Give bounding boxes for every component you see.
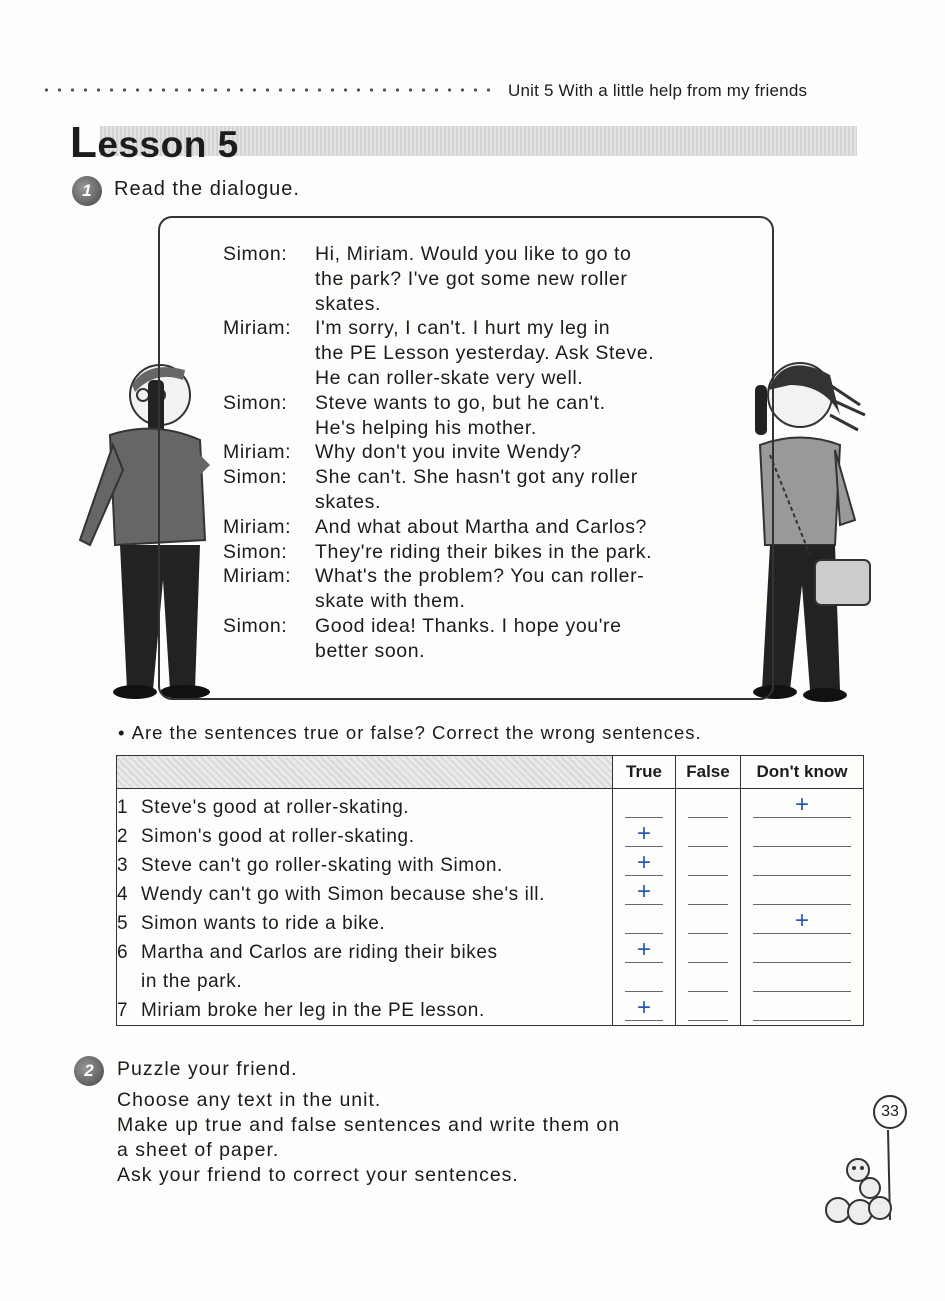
table-row xyxy=(117,938,864,996)
answer-cell-false[interactable] xyxy=(676,789,741,823)
answer-cell-true[interactable] xyxy=(613,938,676,996)
answer-slot xyxy=(613,822,675,851)
answer-cell-false[interactable] xyxy=(676,909,741,938)
header-dotted-rule xyxy=(40,86,498,94)
answer-slot xyxy=(741,996,863,1025)
true-false-table xyxy=(116,755,864,1026)
dialogue-line xyxy=(223,292,715,317)
speaker-name xyxy=(223,490,315,515)
dialogue-text: What's the problem? You can roller- xyxy=(315,565,645,588)
statement-cell xyxy=(117,996,613,1026)
exercise-instruction-text: Are the sentences true or false? Correct the wrong sentences. xyxy=(131,722,702,743)
table-header-blank xyxy=(117,756,613,789)
task-instructions xyxy=(117,1088,620,1188)
answer-line xyxy=(625,933,663,934)
column-header-false: False xyxy=(676,756,741,789)
statement-line xyxy=(117,822,612,851)
dialogue-line xyxy=(223,515,715,540)
dialogue-line xyxy=(223,242,715,267)
column-header-dont-know: Don't know xyxy=(741,756,864,789)
speaker-name xyxy=(223,589,315,614)
answer-line xyxy=(753,846,851,847)
dialogue-text: He can roller-skate very well. xyxy=(315,366,584,389)
dialogue-line xyxy=(223,465,715,490)
answer-slot xyxy=(676,822,740,851)
dialogue-text: And what about Martha and Carlos? xyxy=(315,515,647,538)
answer-line xyxy=(753,962,851,963)
statement-cell xyxy=(117,789,613,823)
dialogue-line xyxy=(223,267,715,292)
task-instruction: Read the dialogue. xyxy=(114,178,300,200)
dialogue-text: Good idea! Thanks. I hope you're xyxy=(315,614,622,637)
table-row xyxy=(117,789,864,823)
dialogue-text: They're riding their bikes in the park. xyxy=(315,540,653,563)
handwritten-plus-mark: + xyxy=(794,791,809,818)
answer-slot xyxy=(676,880,740,909)
answer-cell-true[interactable] xyxy=(613,789,676,823)
answer-slot xyxy=(741,967,863,996)
answer-cell-dont-know[interactable] xyxy=(741,789,864,823)
answer-line xyxy=(625,817,663,818)
speaker-name: Simon: xyxy=(223,614,288,637)
statement-cell xyxy=(117,909,613,938)
statement-line xyxy=(117,909,612,938)
table-row xyxy=(117,822,864,851)
answer-cell-false[interactable] xyxy=(676,851,741,880)
instruction-line: Make up true and false sentences and write them on xyxy=(117,1114,621,1136)
answer-slot xyxy=(613,793,675,822)
answer-slot xyxy=(676,996,740,1025)
speaker-name: Miriam: xyxy=(223,565,292,588)
answer-slot xyxy=(613,909,675,938)
bullet: • xyxy=(118,722,126,743)
answer-slot xyxy=(676,851,740,880)
statement-line xyxy=(117,851,612,880)
statement-number: 1 xyxy=(117,797,129,818)
answer-cell-true[interactable] xyxy=(613,851,676,880)
answer-slot xyxy=(613,967,675,996)
statement-text: Simon's good at roller-skating. xyxy=(141,826,415,847)
statement-number: 5 xyxy=(117,913,129,934)
answer-cell-false[interactable] xyxy=(676,880,741,909)
answer-cell-false[interactable] xyxy=(676,996,741,1026)
speaker-name xyxy=(223,292,315,317)
answer-slot xyxy=(613,996,675,1025)
exercise-instruction xyxy=(118,722,702,744)
speaker-name xyxy=(223,639,315,664)
statement-text: Miriam broke her leg in the PE lesson. xyxy=(141,1000,485,1021)
handwritten-plus-mark: + xyxy=(636,849,651,876)
handwritten-plus-mark: + xyxy=(636,878,651,905)
answer-slot xyxy=(741,851,863,880)
lesson-title-initial: L xyxy=(70,118,98,167)
answer-cell-dont-know[interactable] xyxy=(741,880,864,909)
dialogue-text: I'm sorry, I can't. I hurt my leg in xyxy=(315,317,611,340)
answer-line xyxy=(688,991,728,992)
answer-cell-true[interactable] xyxy=(613,909,676,938)
answer-slot xyxy=(613,880,675,909)
answer-line xyxy=(688,1020,728,1021)
speaker-name xyxy=(223,267,315,292)
unit-header: Unit 5 With a little help from my friends xyxy=(508,81,808,100)
statement-number: 4 xyxy=(117,884,129,905)
answer-line xyxy=(753,875,851,876)
answer-line xyxy=(688,846,728,847)
dialogue-text: skate with them. xyxy=(315,590,466,613)
dialogue-text: the park? I've got some new roller xyxy=(315,267,628,290)
dialogue-text: Hi, Miriam. Would you like to go to xyxy=(315,243,632,265)
answer-slot xyxy=(741,880,863,909)
dialogue-text: He's helping his mother. xyxy=(315,416,537,439)
dialogue-line xyxy=(223,416,715,441)
answer-slot xyxy=(613,851,675,880)
dialogue-line xyxy=(223,589,715,614)
statement-number: 2 xyxy=(117,826,129,847)
speaker-name xyxy=(223,341,315,366)
dialogue-line xyxy=(223,490,715,515)
answer-cell-dont-know[interactable] xyxy=(741,938,864,996)
speaker-name: Miriam: xyxy=(223,515,292,538)
answer-slot xyxy=(676,793,740,822)
answer-slot xyxy=(741,793,863,822)
answer-cell-dont-know[interactable] xyxy=(741,822,864,851)
column-header-true: True xyxy=(613,756,676,789)
answer-cell-true[interactable] xyxy=(613,996,676,1026)
dialogue-line xyxy=(223,316,715,341)
dialogue-line xyxy=(223,614,715,639)
dialogue-line xyxy=(223,639,715,664)
speaker-name: Simon: xyxy=(223,391,288,414)
page-number: 33 xyxy=(873,1095,907,1129)
task-number-badge: 1 xyxy=(72,176,102,206)
speaker-name: Simon: xyxy=(223,243,288,265)
statement-text: Wendy can't go with Simon because she's ill. xyxy=(141,884,545,905)
task-title: Puzzle your friend. xyxy=(117,1058,298,1080)
dialogue-text: Why don't you invite Wendy? xyxy=(315,441,582,464)
answer-cell-true[interactable] xyxy=(613,822,676,851)
dialogue-text: skates. xyxy=(315,490,381,513)
table-row xyxy=(117,851,864,880)
statement-text: Simon wants to ride a bike. xyxy=(141,913,386,934)
answer-slot xyxy=(676,909,740,938)
dialogue-line xyxy=(223,366,715,391)
answer-line xyxy=(625,991,663,992)
answer-line xyxy=(688,933,728,934)
dialogue-text: She can't. She hasn't got any roller xyxy=(315,466,638,489)
dialogue-line xyxy=(223,341,715,366)
answer-line xyxy=(753,904,851,905)
answer-line xyxy=(753,991,851,992)
lesson-title xyxy=(70,118,239,168)
instruction-line: a sheet of paper. xyxy=(117,1139,280,1161)
statement-text: Martha and Carlos are riding their bikes xyxy=(141,942,498,963)
statement-line xyxy=(117,880,612,909)
speaker-name: Miriam: xyxy=(223,317,292,340)
statement-cell xyxy=(117,822,613,851)
answer-slot xyxy=(613,938,675,967)
statement-cell xyxy=(117,880,613,909)
statement-line xyxy=(117,967,612,996)
answer-cell-dont-know[interactable] xyxy=(741,996,864,1026)
dialogue-line xyxy=(223,440,715,465)
answer-slot xyxy=(741,822,863,851)
statement-cell xyxy=(117,938,613,996)
answer-slot xyxy=(741,909,863,938)
answer-slot xyxy=(676,967,740,996)
table-row xyxy=(117,880,864,909)
task-number-badge: 2 xyxy=(74,1056,104,1086)
speaker-name xyxy=(223,416,315,441)
speaker-name: Simon: xyxy=(223,540,288,563)
dialogue-text: the PE Lesson yesterday. Ask Steve. xyxy=(315,342,655,365)
dialogue-line xyxy=(223,391,715,416)
table-row xyxy=(117,909,864,938)
answer-line xyxy=(688,817,728,818)
table-row xyxy=(117,996,864,1026)
statement-line xyxy=(117,996,612,1025)
statement-text: in the park. xyxy=(141,971,243,992)
dialogue-line xyxy=(223,564,715,589)
statement-line xyxy=(117,938,612,967)
statement-text: Steve's good at roller-skating. xyxy=(141,797,410,818)
statement-line xyxy=(117,793,612,822)
answer-cell-false[interactable] xyxy=(676,822,741,851)
speaker-name: Simon: xyxy=(223,466,288,489)
answer-slot xyxy=(741,938,863,967)
statement-number: 3 xyxy=(117,855,129,876)
instruction-line: Choose any text in the unit. xyxy=(117,1089,382,1111)
statement-cell xyxy=(117,851,613,880)
statement-number: 7 xyxy=(117,1000,129,1021)
handwritten-plus-mark: + xyxy=(794,907,809,934)
answer-cell-true[interactable] xyxy=(613,880,676,909)
statement-number: 6 xyxy=(117,942,129,963)
speaker-name: Miriam: xyxy=(223,441,292,464)
dialogue xyxy=(223,242,715,664)
answer-line xyxy=(688,962,728,963)
dialogue-text: better soon. xyxy=(315,639,426,662)
speaker-name xyxy=(223,366,315,391)
answer-line xyxy=(688,904,728,905)
handwritten-plus-mark: + xyxy=(636,994,651,1021)
answer-cell-false[interactable] xyxy=(676,938,741,996)
answer-slot xyxy=(676,938,740,967)
instruction-line: Ask your friend to correct your sentences. xyxy=(117,1164,519,1186)
dialogue-text: skates. xyxy=(315,292,381,315)
answer-line xyxy=(753,1020,851,1021)
dialogue-text: Steve wants to go, but he can't. xyxy=(315,391,606,414)
statement-text: Steve can't go roller-skating with Simon. xyxy=(141,855,503,876)
answer-cell-dont-know[interactable] xyxy=(741,851,864,880)
handwritten-plus-mark: + xyxy=(636,936,651,963)
answer-line xyxy=(688,875,728,876)
handwritten-plus-mark: + xyxy=(636,820,651,847)
lesson-title-rest: esson 5 xyxy=(97,124,239,165)
dialogue-line xyxy=(223,540,715,565)
answer-cell-dont-know[interactable] xyxy=(741,909,864,938)
